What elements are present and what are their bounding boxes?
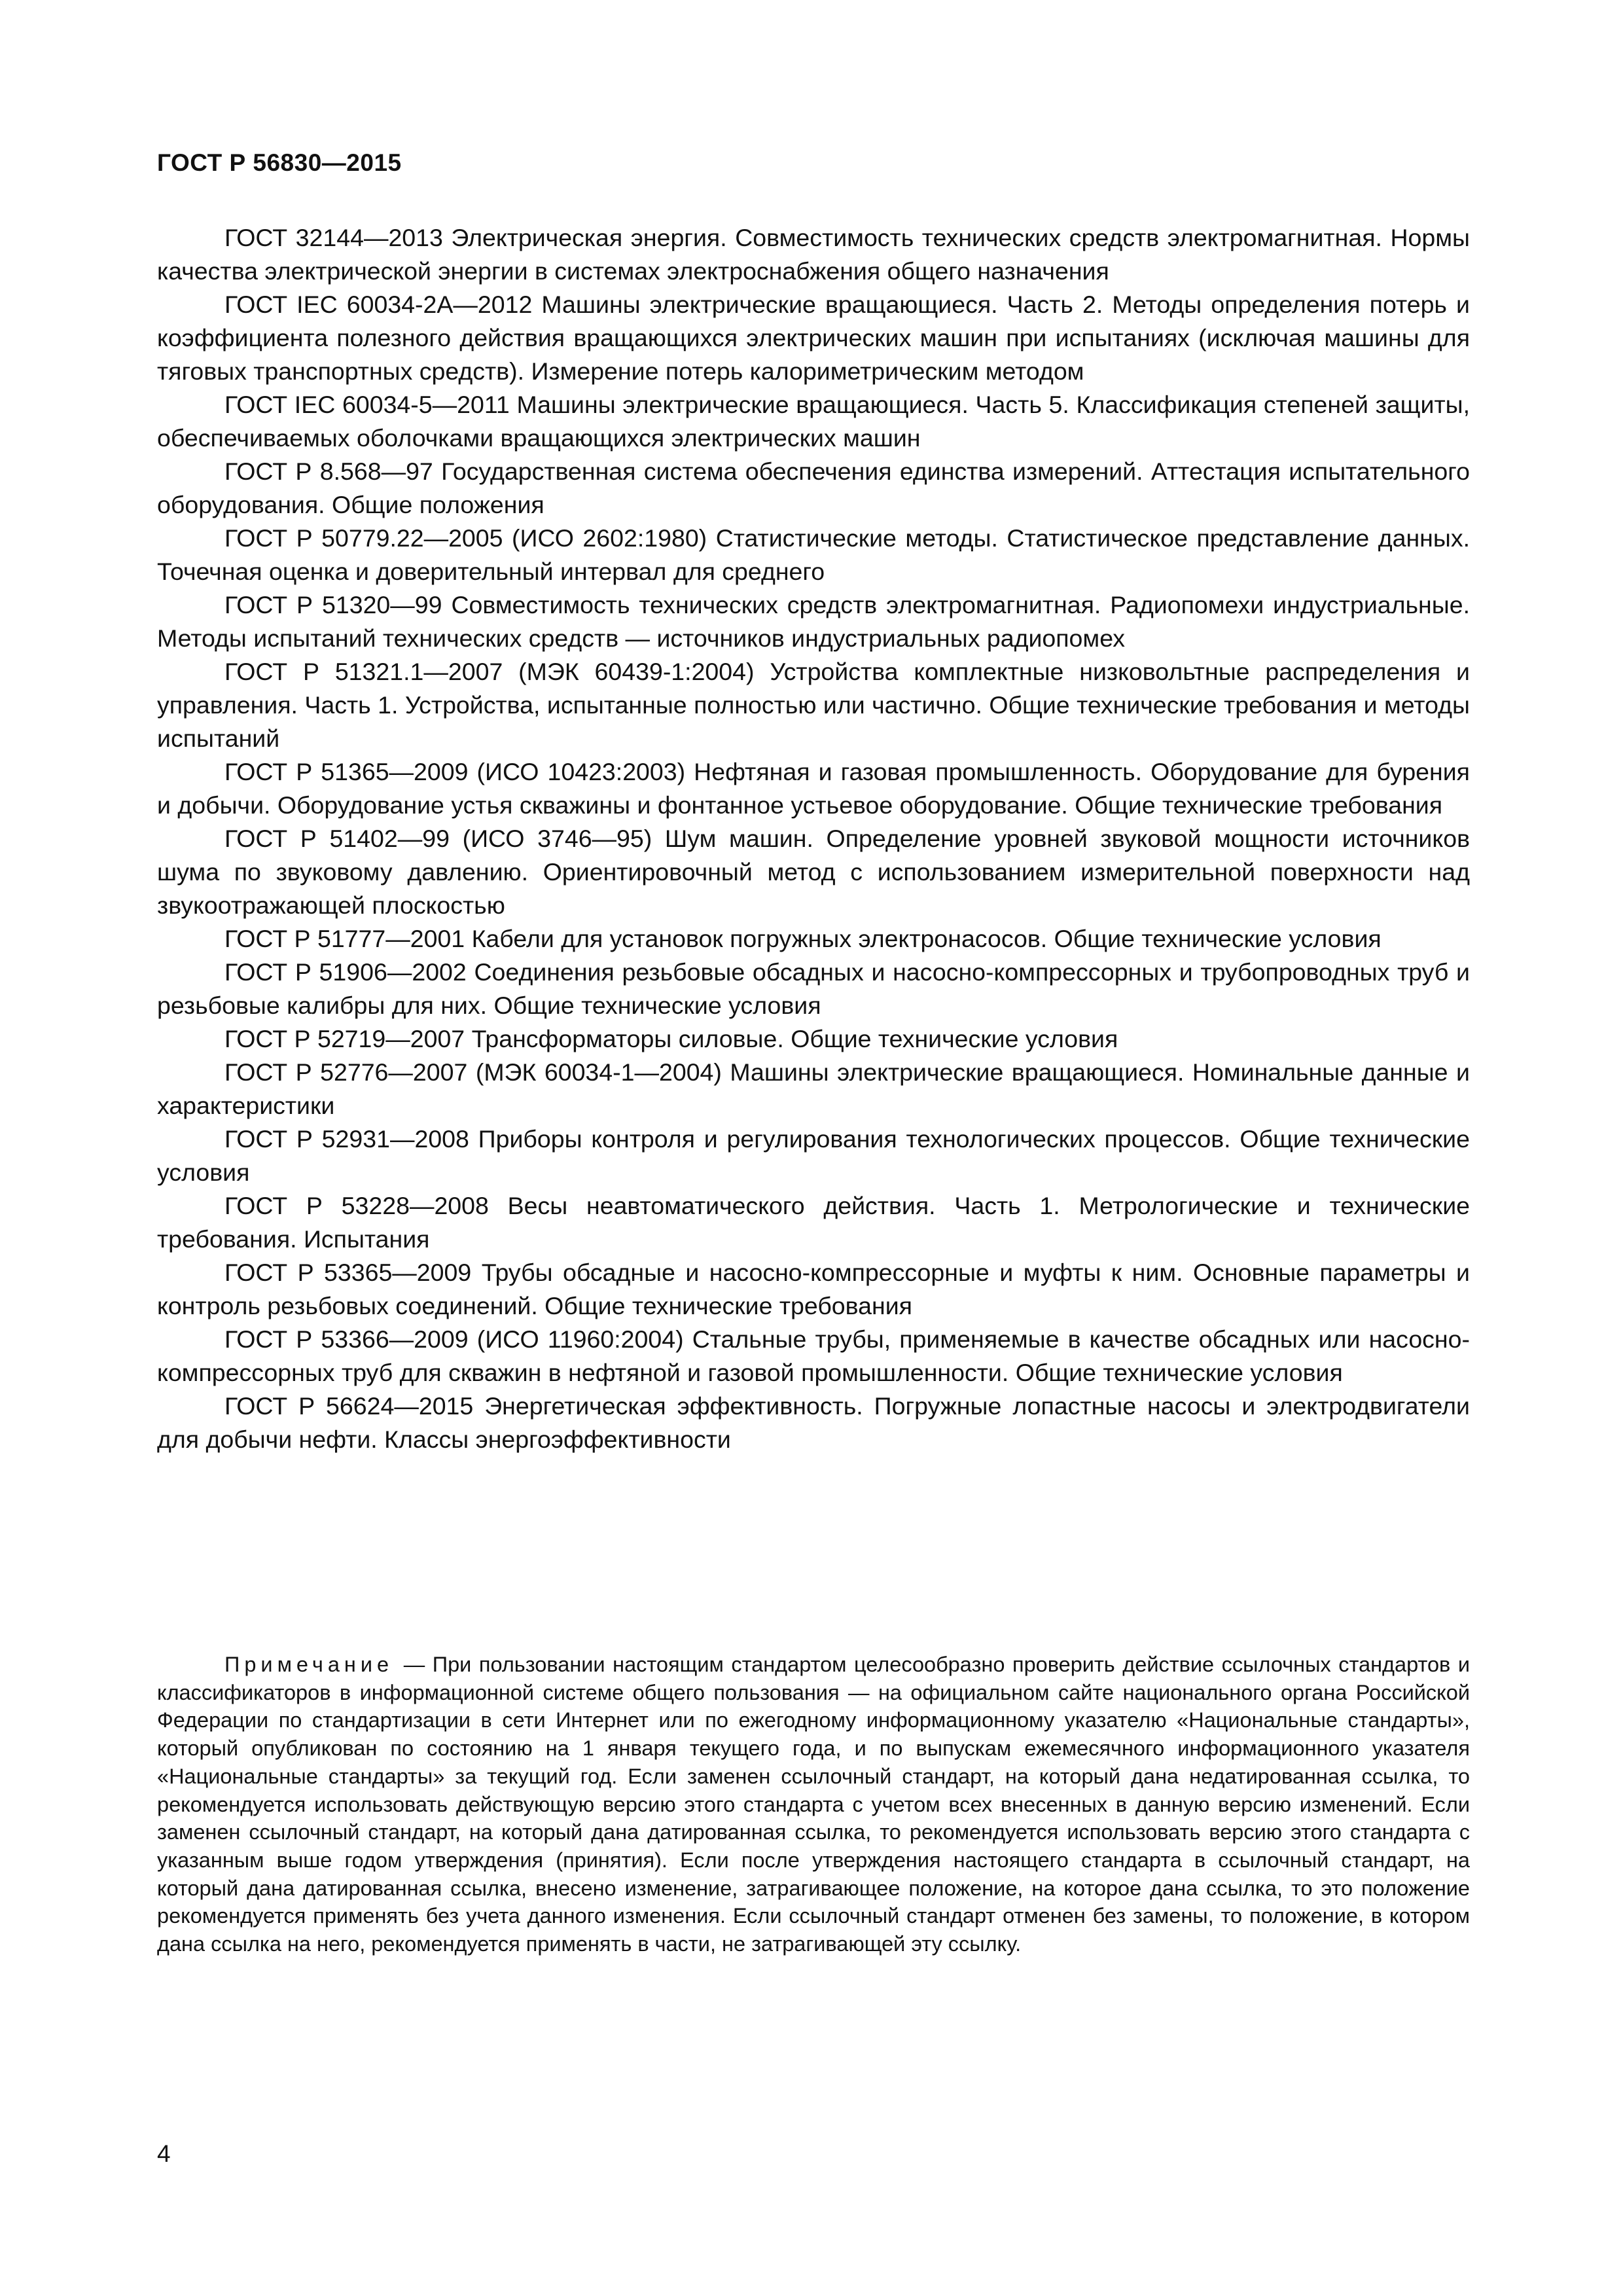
reference-item: ГОСТ Р 52719—2007 Трансформаторы силовые. Общие технические условия: [224, 1025, 1118, 1052]
reference-item: ГОСТ Р 51320—99 Совместимость технических средств электромагнитная. Радиопомехи индустриальные. Методы испытаний технических средств — источников индустриальных радиопомех: [157, 591, 1470, 652]
reference-item: ГОСТ Р 53365—2009 Трубы обсадные и насосно-компрессорные и муфты к ним. Основные параметры и контроль резьбовых соединений. Общие технические требования: [157, 1259, 1470, 1319]
reference-item: ГОСТ Р 51777—2001 Кабели для установок погружных электронасосов. Общие технические условия: [224, 925, 1382, 952]
reference-item: ГОСТ IEC 60034-5—2011 Машины электрические вращающиеся. Часть 5. Классификация степеней защиты, обеспечиваемых оболочками вращающихся электрических машин: [157, 391, 1470, 452]
reference-item: ГОСТ IEC 60034-2A—2012 Машины электрические вращающиеся. Часть 2. Методы определения потерь и коэффициента полезного действия вращающихся электрических машин при испытаниях (исключая машины для тяговых транспортных средств). Измерение потерь калориметрическим методом: [157, 291, 1470, 385]
document-designation: ГОСТ Р 56830—2015: [157, 149, 402, 176]
reference-item: ГОСТ Р 51365—2009 (ИСО 10423:2003) Нефтяная и газовая промышленность. Оборудование для бурения и добычи. Оборудование устья скважины и фонтанное устьевое оборудование. Общие технические требования: [157, 758, 1470, 819]
reference-item: ГОСТ Р 51321.1—2007 (МЭК 60439-1:2004) Устройства комплектные низковольтные распределения и управления. Часть 1. Устройства, испытанные полностью или частично. Общие технические требования и методы испытаний: [157, 658, 1470, 752]
reference-item: ГОСТ Р 52931—2008 Приборы контроля и регулирования технологических процессов. Общие технические условия: [157, 1125, 1470, 1186]
reference-item: ГОСТ Р 51402—99 (ИСО 3746—95) Шум машин. Определение уровней звуковой мощности источников шума по звуковому давлению. Ориентировочный метод с использованием измерительной поверхности над звукоотражающей плоскостью: [157, 825, 1470, 919]
reference-item: ГОСТ 32144—2013 Электрическая энергия. Совместимость технических средств электромагнитная. Нормы качества электрической энергии в системах электроснабжения общего назначения: [157, 224, 1470, 285]
note-text: — При пользовании настоящим стандартом целесообразно проверить действие ссылочных стандартов и классификаторов в информационной системе общего пользования — на официальном сайте национального органа Российской Федерации по стандартизации в сети Интернет или по ежегодному информационному указателю «Национальные стандарты», который опубликован по состоянию на 1 января текущего года, и по выпускам ежемесячного информационного указателя «Национальные стандарты» за текущий год. Если заменен ссылочный стандарт, на который дана недатированная ссылка, то рекомендуется использовать действующую версию этого стандарта с учетом всех внесенных в данную версию изменений. Если заменен ссылочный стандарт, на который дана датированная ссылка, то рекомендуется использовать версию этого стандарта с указанным выше годом утверждения (принятия). Если после утверждения настоящего стандарта в ссылочный стандарт, на который дана датированная ссылка, внесено изменение, затрагивающее положение, на которое дана ссылка, то это положение рекомендуется применять без учета данного изменения. Если ссылочный стандарт отменен без замены, то положение, в котором дана ссылка на него, рекомендуется применять в части, не затрагивающей эту ссылку.: [157, 1653, 1471, 1956]
reference-item: ГОСТ Р 56624—2015 Энергетическая эффективность. Погружные лопастные насосы и электродвигатели для добычи нефти. Классы энергоэффективности: [157, 1392, 1470, 1453]
reference-item: ГОСТ Р 53228—2008 Весы неавтоматического действия. Часть 1. Метрологические и технические требования. Испытания: [157, 1192, 1470, 1253]
note-paragraph: [157, 1651, 1470, 1958]
reference-item: ГОСТ Р 52776—2007 (МЭК 60034-1—2004) Машины электрические вращающиеся. Номинальные данные и характеристики: [157, 1058, 1470, 1119]
reference-item: ГОСТ Р 50779.22—2005 (ИСО 2602:1980) Статистические методы. Статистическое представление данных. Точечная оценка и доверительный интервал для среднего: [157, 524, 1470, 585]
reference-item: ГОСТ Р 51906—2002 Соединения резьбовые обсадных и насосно-компрессорных и трубопроводных труб и резьбовые калибры для них. Общие технические условия: [157, 958, 1470, 1019]
reference-item: ГОСТ Р 8.568—97 Государственная система обеспечения единства измерений. Аттестация испытательного оборудования. Общие положения: [157, 457, 1470, 518]
normative-references-list: [157, 221, 1470, 1456]
note-label: Примечание: [224, 1653, 394, 1676]
reference-item: ГОСТ Р 53366—2009 (ИСО 11960:2004) Стальные трубы, применяемые в качестве обсадных или насосно-компрессорных труб для скважин в нефтяной и газовой промышленности. Общие технические условия: [157, 1325, 1470, 1386]
page-number: 4: [157, 2140, 171, 2167]
